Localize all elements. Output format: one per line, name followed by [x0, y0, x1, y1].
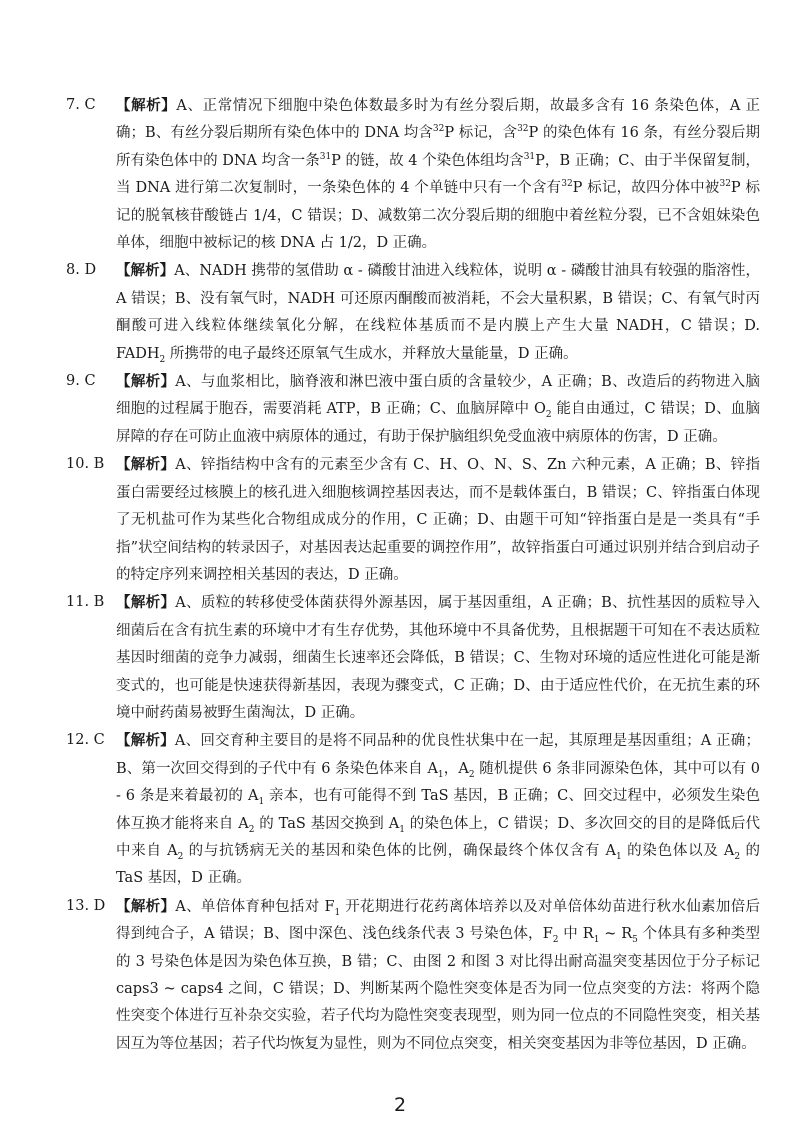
explanation: [116, 727, 760, 892]
answer-page: [66, 92, 760, 1058]
explanation-text: A、质粒的转移使受体菌获得外源基因，属于基因重组，A 正确；B、抗性基因的质粒导入细菌后在含有抗生素的环境中才有生存优势，其他环境中不具备优势，且根据题干可知在不表达质粒基因时细菌的竞争力减弱，细菌生长速率还会降低，B 错误；C、生物对环境的适应性进化可能是渐变式的，也可能是快速获得新基因，表现为骤变式，C 正确；D、由于适应性代价，在无抗生素的环境中耐药菌易被野生菌淘汰，D 正确。: [116, 595, 760, 721]
analysis-tag: 【解析】: [116, 262, 175, 280]
explanation-text: A、单倍体育种包括对 $F_1$ 开花期进行花药离体培养以及对单倍体幼苗进行秋水仙素加倍后得到纯合子，A 错误；B、图中深色、浅色线条代表 3 号染色体，$F_2$ 中 $R_1$ ~ $R_5$ 个体具有多种类型的 3 号染色体是因为染色体互换，B 错；C、由图 2 和图 3 对比得出耐高温突变基因位于分子标记 caps3 ~ caps4 之间，C 错误；D、判断某两个隐性突变体是否为同一位点突变的方法：将两个隐性突变个体进行互补杂交实验，若子代均为隐性突变表现型，则为同一位点的不同隐性突变，相关基因互为等位基因；若子代均恢复为显性，则为不同位点突变，相关突变基因为非等位基因，D 正确。: [116, 898, 761, 1052]
analysis-tag: 【解析】: [116, 97, 177, 114]
explanation-text: A、回交育种主要目的是将不同品种的优良性状集中在一起，其原理是基因重组；A 正确；B、第一次回交得到的子代中有 6 条染色体来自 $A_1$，$A_2$ 随机提供 6 条非同源染色体，其中可以有 0 - 6 条是来着最初的 $A_1$ 亲本，也有可能得不到 TaS 基因，B 正确；C、回交过程中，必须发生染色体互换才能将来自 $A_2$ 的 TaS 基因交换到 $A_1$ 的染色体上，C 错误；D、多次回交的目的是降低后代中来自 $A_2$ 的与抗锈病无关的基因和染色体的比例，确保最终个体仅含有 $A_1$ 的染色体以及 $A_2$ 的 TaS 基因，D 正确。: [116, 733, 760, 887]
answer-item-11: [66, 589, 760, 727]
explanation: [116, 589, 760, 727]
explanation-text: A、与血浆相比，脑脊液和淋巴液中蛋白质的含量较少，A 正确；B、改造后的药物进入脑细胞的过程属于胞吞，需要消耗 ATP，B 正确；C、血脑屏障中 $O_2$ 能自由通过，C 错误；D、血脑屏障的存在可防止血液中病原体的通过，有助于保护脑组织免受血液中病原体的伤害，D 正确。: [116, 374, 761, 445]
question-number: 10. B: [66, 456, 105, 473]
answer-item-7: [66, 92, 760, 257]
answer-item-8: [66, 257, 760, 368]
question-number: 11. B: [66, 594, 105, 611]
explanation-text: A、正常情况下细胞中染色体数最多时为有丝分裂后期，故最多含有 16 条染色体，A 正确；B、有丝分裂后期所有染色体中的 DNA 均含$^{32}$P 标记，含$^{32}$P 的染色体有 16 条，有丝分裂后期所有染色体中的 DNA 均含一条$^{31}$P 的链，故 4 个染色体组均含$^{31}$P，B 正确；C、由于半保留复制，当 DNA 进行第二次复制时，一条染色体的 4 个单链中只有一个含有$^{32}$P 标记，故四分体中被$^{32}$P 标记的脱氧核苷酸链占 1/4，C 错误；D、减数第二次分裂后期的细胞中着丝粒分裂，已不含姐妹染色单体，细胞中被标记的核 DNA 占 1/2，D 正确。: [116, 98, 761, 252]
answer-item-12: [66, 727, 760, 892]
question-number: 12. C: [66, 732, 105, 749]
explanation: [116, 92, 760, 257]
question-number: 8. D: [66, 262, 97, 279]
question-number: 9. C: [66, 373, 96, 390]
explanation-text: A、锌指结构中含有的元素至少含有 C、H、O、N、S、Zn 六种元素，A 正确；B、锌指蛋白需要经过核膜上的核孔进入细胞核调控基因表达，而不是载体蛋白，B 错误；C、锌指蛋白体现了无机盐可作为某些化合物组成成分的作用，C 正确；D、由题干可知“锌指蛋白是是一类具有“手指”状空间结构的转录因子，对基因表达起重要的调控作用”，故锌指蛋白可通过识别并结合到启动子的特定序列来调控相关基因的表达，D 正确。: [116, 457, 760, 583]
analysis-tag: 【解析】: [116, 594, 176, 612]
answer-item-13: [66, 893, 760, 1058]
question-number: 7. C: [66, 97, 96, 113]
analysis-tag: 【解析】: [116, 456, 176, 474]
analysis-tag: 【解析】: [116, 732, 175, 750]
analysis-tag: 【解析】: [116, 897, 176, 915]
explanation: [116, 893, 760, 1058]
question-number: 13. D: [66, 897, 106, 914]
page-number: 2: [393, 1094, 407, 1116]
explanation: [116, 368, 760, 451]
analysis-tag: 【解析】: [116, 373, 176, 391]
answer-item-9: [66, 368, 760, 451]
explanation: [116, 451, 760, 589]
answer-item-10: [66, 451, 760, 589]
explanation-text: A、NADH 携带的氢借助 α - 磷酸甘油进入线粒体，说明 α - 磷酸甘油具有较强的脂溶性，A 错误；B、没有氧气时，NADH 可还原丙酮酸而被消耗，不会大量积累，B 错误；C、有氧气时丙酮酸可进入线粒体继续氧化分解，在线粒体基质而不是内膜上产生大量 NADH，C 错误；D. $FADH_2$ 所携带的电子最终还原氧气生成水，并释放大量能量，D 正确。: [116, 263, 761, 365]
explanation: [116, 257, 760, 368]
